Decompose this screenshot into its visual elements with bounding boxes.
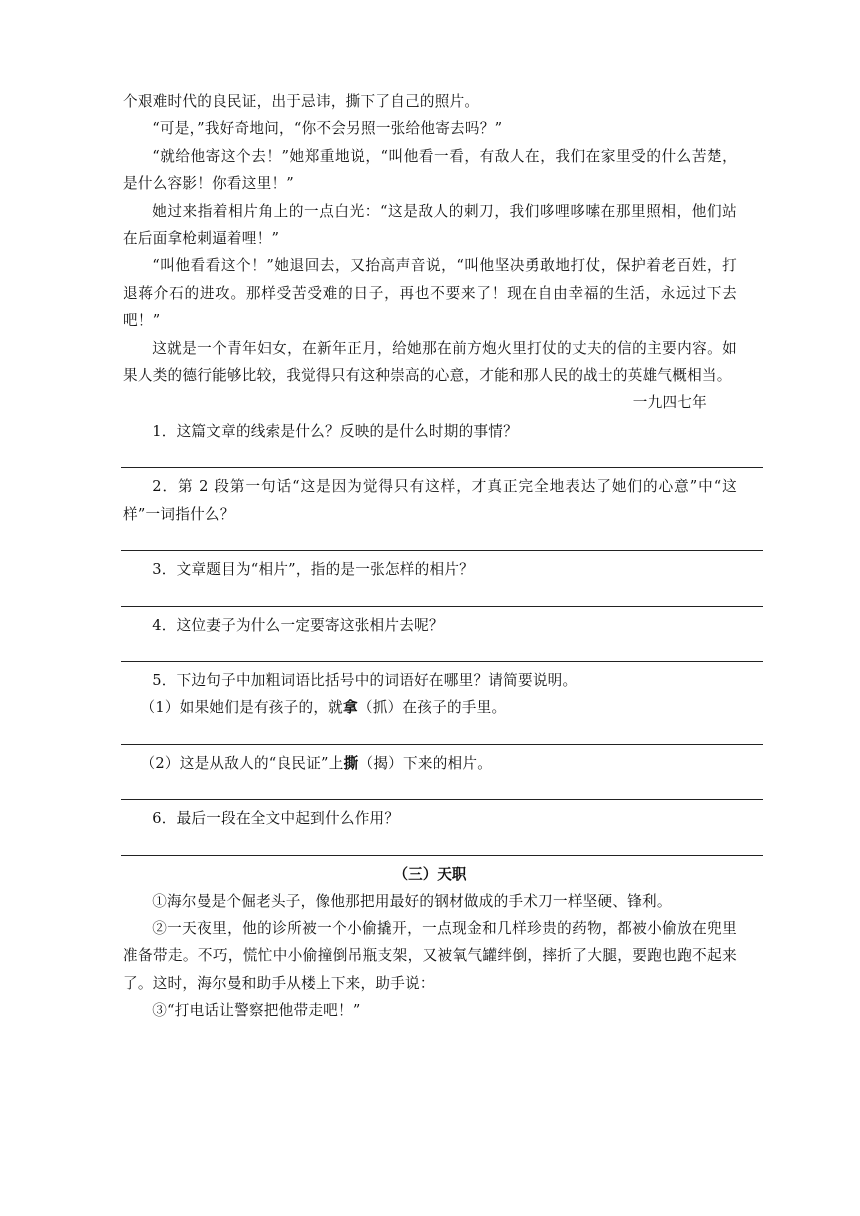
story-paragraph: “叫他看看这个！”她退回去，又抬高声音说，“叫他坚决勇敢地打仗，保护着老百姓，打退蒋介石的进攻。那样受苦受难的日子，再也不要来了！现在自由幸福的生活，永远过下去吧！” bbox=[123, 257, 737, 330]
story-paragraph: 个艰难时代的良民证，出于忌讳，撕下了自己的照片。 bbox=[123, 93, 480, 110]
question-5-1 bbox=[123, 694, 737, 721]
answer-line-3[interactable] bbox=[121, 606, 763, 607]
answer-line-6[interactable] bbox=[121, 855, 763, 856]
story-paragraph: “就给他寄这个去！”她郑重地说，“叫他看一看，有敌人在，我们在家里受的什么苦楚，是什么容影！你看这里！” bbox=[123, 147, 737, 193]
bold-word: 拿 bbox=[343, 699, 358, 717]
section-heading: （三）天职 bbox=[393, 865, 467, 883]
question-6: 6．最后一段在全文中起到什么作用？ bbox=[152, 810, 400, 828]
story-date: 一九四七年 bbox=[632, 394, 707, 412]
answer-line-2[interactable] bbox=[121, 550, 763, 551]
section-paragraph: ①海尔曼是个倔老头子，像他那把用最好的钢材做成的手术刀一样坚硬、锋利。 bbox=[152, 892, 672, 910]
story-paragraph: “可是，”我好奇地问，“你不会另照一张给他寄去吗？” bbox=[152, 120, 503, 138]
document-page bbox=[123, 88, 737, 1025]
answer-line-1[interactable] bbox=[121, 467, 763, 468]
question-5-1-text: （抓）在孩子的手里。 bbox=[357, 699, 507, 717]
bold-word: 撕 bbox=[343, 754, 359, 772]
question-5-2-text: （揭）下来的相片。 bbox=[358, 754, 493, 772]
question-5-2-text: （2）这是从敌人的“良民证”上 bbox=[140, 754, 344, 772]
question-1: 1．这篇文章的线索是什么？反映的是什么时期的事情？ bbox=[152, 422, 518, 440]
section-paragraph: ③“打电话让警察把他带走吧！” bbox=[152, 1002, 361, 1020]
story-paragraph: 这就是一个青年妇女，在新年正月，给她那在前方炮火里打仗的丈夫的信的主要内容。如果人类的德行能够比较，我觉得只有这种崇高的心意，才能和那人民的战士的英雄气概相当。 bbox=[123, 339, 737, 385]
question-3: 3．文章题目为“相片”，指的是一张怎样的相片？ bbox=[152, 561, 475, 579]
question-5-1-text: （1）如果她们是有孩子的，就 bbox=[140, 699, 344, 717]
section-paragraph: ②一天夜里，他的诊所被一个小偷撬开，一点现金和几样珍贵的药物，都被小偷放在兜里准备带走。不巧，慌忙中小偷撞倒吊瓶支架，又被氧气罐绊倒，摔折了大腿，要跑也跑不起来了。这时，海尔曼和助手从楼上下来，助手说： bbox=[123, 919, 737, 992]
answer-line-4[interactable] bbox=[121, 661, 763, 662]
question-2: 2．第 2 段第一句话“这是因为觉得只有这样，才真正完全地表达了她们的心意”中“这样”一词指什么？ bbox=[123, 478, 737, 523]
question-5-2 bbox=[123, 750, 737, 777]
answer-line-5-1[interactable] bbox=[121, 744, 763, 745]
question-5: 5．下边句子中加粗词语比括号中的词语好在哪里？请简要说明。 bbox=[152, 671, 578, 689]
question-4: 4．这位妻子为什么一定要寄这张相片去呢？ bbox=[152, 616, 444, 634]
answer-line-5-2[interactable] bbox=[121, 799, 763, 800]
story-paragraph: 她过来指着相片角上的一点白光：“这是敌人的刺刀，我们哆哩哆嗦在那里照相，他们站在后面拿枪刺逼着哩！” bbox=[123, 202, 737, 248]
